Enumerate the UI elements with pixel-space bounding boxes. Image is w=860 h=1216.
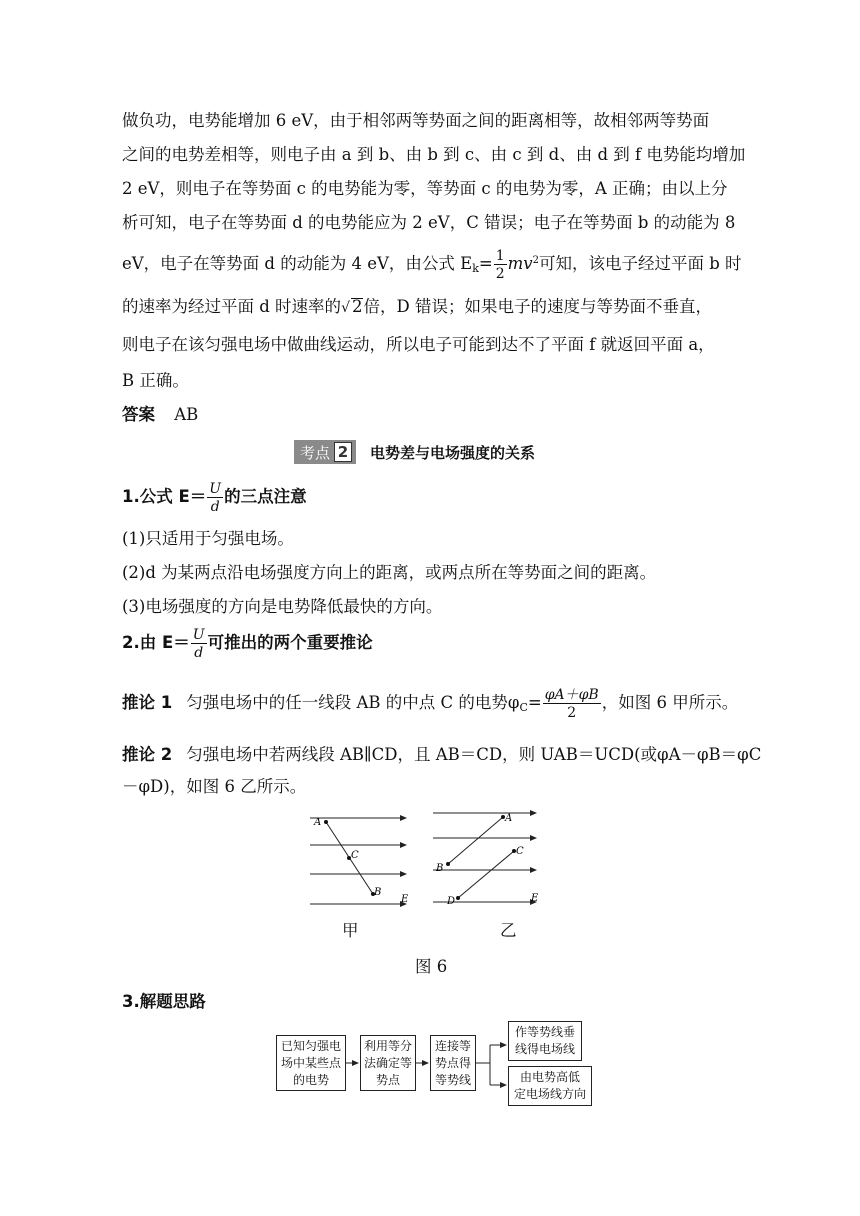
kaodian-tag: 考点 2 [294, 440, 356, 464]
field-lines-right [433, 813, 536, 902]
label-B-right: B [436, 863, 444, 874]
label-B-left: B [374, 887, 382, 898]
intro-line-7: 则电子在该匀强电场中做曲线运动，所以电子可能到达不了平面 f 就返回平面 a， [122, 335, 715, 354]
field-lines-left [310, 818, 406, 904]
intro-line-1: 做负功，电势能增加 6 eV，由于相邻两等势面之间的距离相等，故相邻两等势面 [122, 111, 710, 130]
label-C-right: C [516, 846, 524, 857]
flow-box-known-potentials: 已知匀强电 场中某些点 的电势 [276, 1035, 346, 1091]
intro-line-5: eV，电子在等势面 d 的动能为 4 eV，由公式 $E_k=$ $\frac{1}{2}$ $mv^2$可知，该电子经过平面 b 时 [122, 247, 742, 282]
intro-line-2: 之间的电势差相等，则电子由 a 到 b、由 b 到 c、由 c 到 d、由 d 到 f 电势能均增加 [122, 145, 746, 164]
kaodian-title: 电势差与电场强度的关系 [370, 443, 536, 462]
kaodian-heading [294, 440, 535, 464]
intro-line-6: 的速率为经过平面 d 时速率的√ 2倍，D 错误；如果电子的速度与等势面不垂直， [122, 297, 712, 316]
label-E-right: E [531, 893, 539, 904]
section1-item-2: (2)d 为某两点沿电场强度方向上的距离，或两点所在等势面之间的距离。 [122, 563, 657, 582]
label-A-right: A [505, 813, 513, 824]
label-C-left: C [351, 850, 359, 861]
answer-label: 答案 [122, 405, 155, 424]
label-A-left: A [314, 817, 322, 828]
fraction-u-over-d-2: $\frac{U}{d}$ [192, 626, 205, 661]
figure-6 [300, 805, 560, 915]
fraction-phi-average: $\frac{\varphi A+\varphi B}{2}$ [544, 686, 599, 721]
corollary-2-line-1: 推论 2 匀强电场中若两线段 AB∥CD，且 AB＝CD，则 UAB＝UCD(或φA－φB＝φC [122, 745, 762, 764]
section1-item-3: (3)电场强度的方向是电势降低最快的方向。 [122, 597, 443, 616]
flow-box-equal-division: 利用等分 法确定等 势点 [360, 1035, 416, 1091]
point-B-right [446, 862, 450, 866]
intro-line-8: B 正确。 [122, 371, 189, 390]
intro-line-4: 析可知，电子在等势面 d 的电势能应为 2 eV，C 错误；电子在等势面 b 的动能为 8 [122, 213, 736, 232]
section1-heading: 1.公式 E＝ $\frac{U}{d}$ 的三点注意 [122, 480, 307, 515]
intro-line-3: 2 eV，则电子在等势面 c 的电势能为零，等势面 c 的电势为零，A 正确；由以上分 [122, 179, 728, 198]
fraction-u-over-d: $\frac{U}{d}$ [209, 480, 222, 515]
point-A-left [324, 820, 328, 824]
label-D-right: D [447, 896, 456, 907]
section1-item-1: (1)只适用于匀强电场。 [122, 529, 294, 548]
flow-box-field-direction: 由电势高低 定电场线方向 [508, 1066, 592, 1106]
label-E-left: E [401, 894, 409, 905]
answer-line [122, 398, 744, 432]
figure-caption-right: 乙 [500, 921, 517, 940]
fraction-half: $\frac{1}{2}$ [495, 247, 505, 282]
flow-box-equipotential-lines: 连接等 势点得 等势线 [430, 1035, 476, 1091]
corollary-2-line-2: －φD)，如图 6 乙所示。 [122, 777, 307, 796]
corollary-1: 推论 1 匀强电场中的任一线段 AB 的中点 C 的电势$\varphi_C=$ $\frac{\varphi A+\varphi B}{2}$ ，如图 6 甲所示。 [122, 686, 739, 721]
figure-caption-left: 甲 [342, 921, 359, 940]
figure-caption: 图 6 [415, 957, 448, 976]
section3-heading: 3.解题思路 [122, 992, 206, 1011]
answer-value: AB [174, 405, 199, 424]
point-D-right [456, 896, 460, 900]
flow-box-perpendicular: 作等势线垂 线得电场线 [508, 1021, 582, 1061]
section2-heading: 2.由 E＝ $\frac{U}{d}$ 可推出的两个重要推论 [122, 626, 373, 661]
